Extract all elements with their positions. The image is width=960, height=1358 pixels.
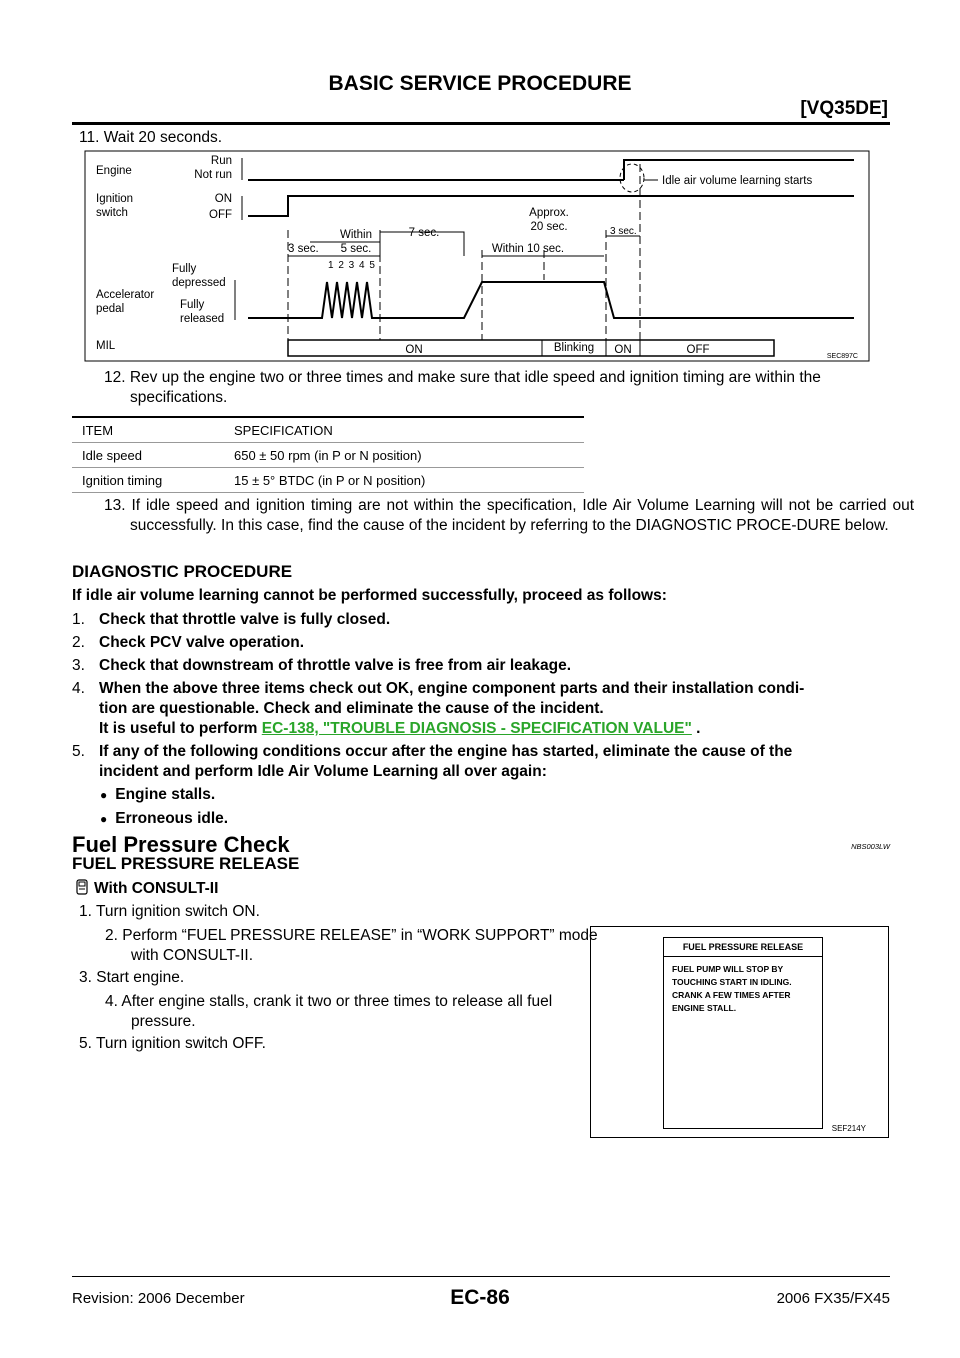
label-switch: switch	[96, 207, 128, 219]
table-row	[72, 443, 584, 468]
diag-title: DIAGNOSTIC PROCEDURE	[72, 562, 293, 581]
timing-chart	[84, 150, 870, 362]
mil-blinking: Blinking	[553, 342, 595, 354]
label-depressed: depressed	[172, 277, 226, 289]
bullet-icon: ●	[100, 788, 108, 802]
page-number: EC-86	[450, 1286, 510, 1309]
label-mil: MIL	[96, 340, 116, 352]
dur-within-a: Within	[340, 229, 372, 241]
dur-within10: Within 10 sec.	[491, 243, 565, 255]
dur-7sec: 7 sec.	[408, 227, 440, 239]
bullet-engine-stalls: ● Engine stalls.	[100, 786, 216, 803]
figure-code: SEC897C	[826, 353, 858, 360]
consult-screen	[663, 937, 823, 1129]
diag-step-5-cont: incident and perform Idle Air Volume Learning all over again:	[99, 763, 547, 780]
table-header-row	[72, 417, 584, 443]
table-row	[72, 468, 584, 493]
screen-title: FUEL PRESSURE RELEASE	[664, 938, 822, 957]
fuel-step-1: 1. Turn ignition switch ON.	[79, 903, 260, 920]
mil-off: OFF	[686, 344, 710, 356]
step-11: 11. Wait 20 seconds.	[79, 129, 223, 146]
rev-count: 1 2 3 4 5	[328, 260, 376, 271]
fuel-step-5: 5. Turn ignition switch OFF.	[79, 1035, 266, 1052]
label-off: OFF	[209, 209, 232, 221]
vehicle-model: 2006 FX35/FX45	[776, 1290, 890, 1307]
header-rule	[72, 122, 890, 125]
label-released: released	[180, 313, 225, 325]
with-consult: With CONSULT-II	[72, 878, 218, 899]
dur-approx-b: 20 sec.	[530, 221, 568, 233]
dur-3sec-b: 3 sec.	[610, 226, 637, 237]
fuel-title: Fuel Pressure Check	[72, 832, 290, 857]
consult-icon	[72, 878, 92, 896]
cell: Ignition timing	[72, 468, 224, 493]
label-fully-2: Fully	[180, 299, 205, 311]
diag-step-4-link-line: It is useful to perform EC-138, "TROUBLE DIAGNOSIS - SPECIFICATION VALUE" .	[99, 720, 701, 737]
dur-approx-a: Approx.	[529, 207, 569, 219]
fuel-step-4: 4. After engine stalls, crank it two or three times to release all fuel pressure.	[105, 993, 553, 1030]
bullet-erroneous-idle: ● Erroneous idle.	[100, 810, 229, 827]
learning-starts: Idle air volume learning starts	[662, 175, 813, 187]
label-run: Run	[210, 155, 232, 167]
label-ignition: Ignition	[96, 193, 134, 205]
footer-rule	[72, 1276, 890, 1277]
diag-step-3: 3. Check that downstream of throttle valve is free from air leakage.	[72, 657, 572, 674]
diag-intro: If idle air volume learning cannot be performed successfully, proceed as follows:	[72, 587, 667, 604]
header-spec: SPECIFICATION	[224, 417, 584, 443]
diag-step-4-cont: tion are questionable. Check and eliminate the cause of the incident.	[99, 700, 604, 717]
label-fully-1: Fully	[172, 263, 197, 275]
diag-step-2: 2. Check PCV valve operation.	[72, 634, 305, 651]
fuel-step-2: 2. Perform “FUEL PRESSURE RELEASE” in “WORK SUPPORT” mode with CONSULT-II.	[105, 927, 598, 964]
mil-on-2: ON	[614, 344, 632, 356]
diag-step-4: 4. When the above three items check out OK, engine component parts and their installation condi-	[72, 680, 805, 697]
label-on: ON	[214, 193, 232, 205]
spec-value-link[interactable]: EC-138, "TROUBLE DIAGNOSIS - SPECIFICATION VALUE"	[261, 720, 692, 737]
diag-step-1: 1. Check that throttle valve is fully closed.	[72, 611, 391, 628]
section-code: NBS003LW	[851, 842, 890, 851]
bullet-icon: ●	[100, 812, 108, 826]
label-engine: Engine	[96, 165, 132, 177]
step-13: 13. If idle speed and ignition timing are not within the specification, Idle Air Volume Learning will not be carried out successfully. In this case, find the cause of the incident by referring to the DIAGNOSTIC PROCE-DURE below.	[104, 497, 914, 534]
cell: 15 ± 5° BTDC (in P or N position)	[224, 468, 584, 493]
dur-within-b: 5 sec.	[340, 243, 372, 255]
engine-model: [VQ35DE]	[800, 98, 888, 119]
label-accelerator: Accelerator	[96, 289, 155, 301]
consult-screen-figure	[590, 926, 889, 1138]
fuel-step-3: 3. Start engine.	[79, 969, 185, 986]
diag-step-5: 5. If any of the following conditions occur after the engine has started, eliminate the cause of the	[72, 743, 793, 760]
screen-body: FUEL PUMP WILL STOP BY TOUCHING START IN IDLING. CRANK A FEW TIMES AFTER ENGINE STALL.	[672, 964, 792, 1013]
figure-code: SEF214Y	[831, 1124, 866, 1133]
dur-3sec-a: 3 sec.	[288, 243, 319, 255]
cell: Idle speed	[72, 443, 224, 468]
header-item: ITEM	[72, 417, 224, 443]
cell: 650 ± 50 rpm (in P or N position)	[224, 443, 584, 468]
label-pedal: pedal	[96, 303, 125, 315]
mil-on-1: ON	[405, 344, 423, 356]
step-12: 12. Rev up the engine two or three times and make sure that idle speed and ignition timing are within the specifications.	[104, 369, 821, 406]
revision: Revision: 2006 December	[72, 1290, 245, 1307]
spec-table	[72, 416, 584, 493]
label-not-run: Not run	[194, 169, 232, 181]
page-title: BASIC SERVICE PROCEDURE	[328, 72, 632, 95]
fuel-subtitle: FUEL PRESSURE RELEASE	[72, 854, 300, 873]
